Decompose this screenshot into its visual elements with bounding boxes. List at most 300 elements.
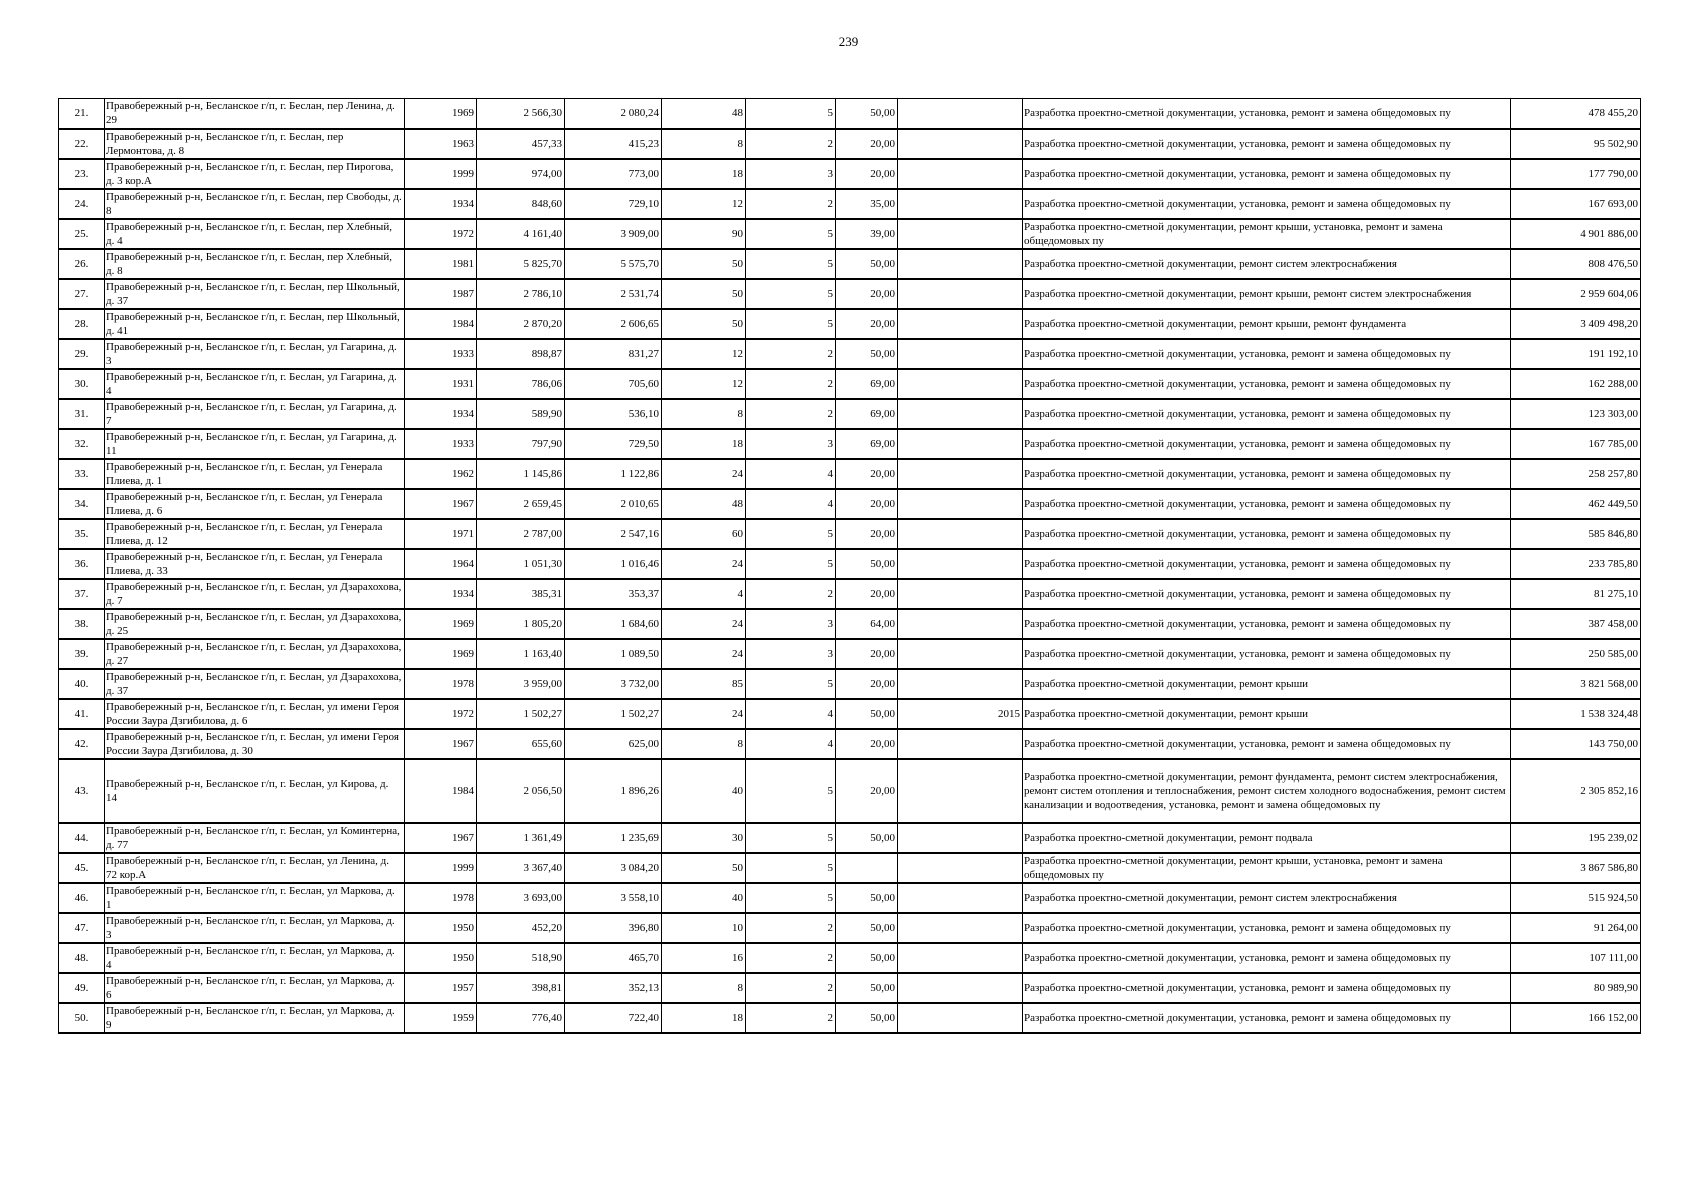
wear-percent-cell: 69,00 [836,429,898,459]
year-built-cell: 1978 [405,883,477,913]
total-area-cell: 3 693,00 [477,883,565,913]
address-cell: Правобережный р-н, Бесланское г/п, г. Беслан, пер Пирогова, д. 3 кор.А [105,159,405,189]
row-number: 37. [59,579,105,609]
table-row [59,219,1641,249]
year-built-cell: 1967 [405,729,477,759]
wear-percent-cell: 50,00 [836,883,898,913]
row-number: 28. [59,309,105,339]
floors-cell: 2 [746,943,836,973]
total-area-cell: 4 161,40 [477,219,565,249]
row-number: 44. [59,823,105,853]
row-number: 49. [59,973,105,1003]
address-cell: Правобережный р-н, Бесланское г/п, г. Беслан, пер Школьный, д. 41 [105,309,405,339]
residents-cell: 48 [662,489,746,519]
works-cell: Разработка проектно-сметной документации, ремонт фундамента, ремонт систем электроснабжения, ремонт систем отопления и теплоснабжения, ремонт систем холодного водоснабжения, ремонт систем канализации и водоотведения, установка, ремонт и замена общедомовых пу [1023,759,1511,823]
year-built-cell: 1969 [405,609,477,639]
living-area-cell: 465,70 [565,943,662,973]
repair-year-cell [898,189,1023,219]
floors-cell: 3 [746,429,836,459]
total-area-cell: 786,06 [477,369,565,399]
address-cell: Правобережный р-н, Бесланское г/п, г. Беслан, пер Хлебный, д. 8 [105,249,405,279]
floors-cell: 5 [746,99,836,129]
works-cell: Разработка проектно-сметной документации, установка, ремонт и замена общедомовых пу [1023,459,1511,489]
address-cell: Правобережный р-н, Бесланское г/п, г. Беслан, ул Дзарахохова, д. 25 [105,609,405,639]
floors-cell: 2 [746,189,836,219]
year-built-cell: 1999 [405,159,477,189]
address-cell: Правобережный р-н, Бесланское г/п, г. Беслан, ул Генерала Плиева, д. 33 [105,549,405,579]
living-area-cell: 396,80 [565,913,662,943]
residents-cell: 12 [662,189,746,219]
residents-cell: 24 [662,549,746,579]
table-row [59,823,1641,853]
year-built-cell: 1934 [405,579,477,609]
row-number: 25. [59,219,105,249]
residents-cell: 40 [662,883,746,913]
living-area-cell: 3 909,00 [565,219,662,249]
row-number: 43. [59,759,105,823]
address-cell: Правобережный р-н, Бесланское г/п, г. Беслан, пер Школьный, д. 37 [105,279,405,309]
works-cell: Разработка проектно-сметной документации, ремонт систем электроснабжения [1023,883,1511,913]
address-cell: Правобережный р-н, Бесланское г/п, г. Беслан, ул Маркова, д. 1 [105,883,405,913]
residents-cell: 85 [662,669,746,699]
works-cell: Разработка проектно-сметной документации, установка, ремонт и замена общедомовых пу [1023,913,1511,943]
works-cell: Разработка проектно-сметной документации, установка, ремонт и замена общедомовых пу [1023,549,1511,579]
year-built-cell: 1964 [405,549,477,579]
row-number: 38. [59,609,105,639]
cost-cell: 195 239,02 [1511,823,1641,853]
floors-cell: 5 [746,883,836,913]
residents-cell: 8 [662,973,746,1003]
total-area-cell: 589,90 [477,399,565,429]
year-built-cell: 1931 [405,369,477,399]
total-area-cell: 385,31 [477,579,565,609]
residents-cell: 90 [662,219,746,249]
floors-cell: 2 [746,579,836,609]
living-area-cell: 1 896,26 [565,759,662,823]
floors-cell: 5 [746,519,836,549]
cost-cell: 462 449,50 [1511,489,1641,519]
repair-year-cell [898,459,1023,489]
residents-cell: 60 [662,519,746,549]
wear-percent-cell: 50,00 [836,549,898,579]
residents-cell: 40 [662,759,746,823]
table-row [59,669,1641,699]
repair-year-cell [898,853,1023,883]
table-row [59,729,1641,759]
year-built-cell: 1987 [405,279,477,309]
works-cell: Разработка проектно-сметной документации, установка, ремонт и замена общедомовых пу [1023,639,1511,669]
repair-year-cell [898,219,1023,249]
living-area-cell: 729,50 [565,429,662,459]
floors-cell: 5 [746,249,836,279]
year-built-cell: 1967 [405,823,477,853]
cost-cell: 585 846,80 [1511,519,1641,549]
row-number: 24. [59,189,105,219]
repair-year-cell [898,639,1023,669]
address-cell: Правобережный р-н, Бесланское г/п, г. Беслан, ул Дзарахохова, д. 37 [105,669,405,699]
cost-cell: 515 924,50 [1511,883,1641,913]
floors-cell: 4 [746,699,836,729]
row-number: 36. [59,549,105,579]
total-area-cell: 1 145,86 [477,459,565,489]
wear-percent-cell: 20,00 [836,489,898,519]
living-area-cell: 353,37 [565,579,662,609]
cost-cell: 3 867 586,80 [1511,853,1641,883]
address-cell: Правобережный р-н, Бесланское г/п, г. Беслан, ул Маркова, д. 3 [105,913,405,943]
residents-cell: 18 [662,429,746,459]
cost-cell: 81 275,10 [1511,579,1641,609]
row-number: 30. [59,369,105,399]
wear-percent-cell: 50,00 [836,973,898,1003]
repair-year-cell [898,913,1023,943]
repair-year-cell [898,489,1023,519]
page-number: 239 [838,34,859,49]
year-built-cell: 1962 [405,459,477,489]
wear-percent-cell: 50,00 [836,699,898,729]
address-cell: Правобережный р-н, Бесланское г/п, г. Беслан, пер Свободы, д. 8 [105,189,405,219]
table-row [59,489,1641,519]
repair-year-cell [898,609,1023,639]
table-row [59,159,1641,189]
row-number: 45. [59,853,105,883]
works-cell: Разработка проектно-сметной документации, установка, ремонт и замена общедомовых пу [1023,159,1511,189]
cost-cell: 2 959 604,06 [1511,279,1641,309]
address-cell: Правобережный р-н, Бесланское г/п, г. Беслан, ул Гагарина, д. 11 [105,429,405,459]
residents-cell: 8 [662,729,746,759]
row-number: 21. [59,99,105,129]
row-number: 27. [59,279,105,309]
row-number: 41. [59,699,105,729]
row-number: 46. [59,883,105,913]
cost-cell: 3 409 498,20 [1511,309,1641,339]
table-row [59,639,1641,669]
floors-cell: 5 [746,279,836,309]
table-row [59,609,1641,639]
works-cell: Разработка проектно-сметной документации, установка, ремонт и замена общедомовых пу [1023,369,1511,399]
living-area-cell: 722,40 [565,1003,662,1033]
repair-year-cell [898,129,1023,159]
building-registry-table [58,98,1641,1034]
address-cell: Правобережный р-н, Бесланское г/п, г. Беслан, ул Генерала Плиева, д. 6 [105,489,405,519]
works-cell: Разработка проектно-сметной документации, установка, ремонт и замена общедомовых пу [1023,489,1511,519]
total-area-cell: 2 659,45 [477,489,565,519]
floors-cell: 5 [746,309,836,339]
year-built-cell: 1978 [405,669,477,699]
address-cell: Правобережный р-н, Бесланское г/п, г. Беслан, ул Дзарахохова, д. 7 [105,579,405,609]
residents-cell: 50 [662,853,746,883]
living-area-cell: 5 575,70 [565,249,662,279]
year-built-cell: 1963 [405,129,477,159]
row-number: 50. [59,1003,105,1033]
address-cell: Правобережный р-н, Бесланское г/п, г. Беслан, ул Генерала Плиева, д. 1 [105,459,405,489]
works-cell: Разработка проектно-сметной документации, установка, ремонт и замена общедомовых пу [1023,1003,1511,1033]
wear-percent-cell [836,853,898,883]
living-area-cell: 831,27 [565,339,662,369]
living-area-cell: 773,00 [565,159,662,189]
year-built-cell: 1967 [405,489,477,519]
cost-cell: 191 192,10 [1511,339,1641,369]
repair-year-cell [898,279,1023,309]
repair-year-cell [898,339,1023,369]
year-built-cell: 1999 [405,853,477,883]
works-cell: Разработка проектно-сметной документации, установка, ремонт и замена общедомовых пу [1023,973,1511,1003]
total-area-cell: 1 051,30 [477,549,565,579]
table-row [59,99,1641,129]
address-cell: Правобережный р-н, Бесланское г/п, г. Беслан, пер Лермонтова, д. 8 [105,129,405,159]
repair-year-cell: 2015 [898,699,1023,729]
total-area-cell: 655,60 [477,729,565,759]
address-cell: Правобережный р-н, Бесланское г/п, г. Беслан, ул Ленина, д. 72 кор.А [105,853,405,883]
total-area-cell: 974,00 [477,159,565,189]
wear-percent-cell: 20,00 [836,759,898,823]
wear-percent-cell: 69,00 [836,369,898,399]
table-row [59,579,1641,609]
wear-percent-cell: 35,00 [836,189,898,219]
residents-cell: 10 [662,913,746,943]
living-area-cell: 3 084,20 [565,853,662,883]
works-cell: Разработка проектно-сметной документации, ремонт крыши, ремонт фундамента [1023,309,1511,339]
total-area-cell: 5 825,70 [477,249,565,279]
total-area-cell: 3 367,40 [477,853,565,883]
wear-percent-cell: 50,00 [836,913,898,943]
wear-percent-cell: 50,00 [836,339,898,369]
table-row [59,883,1641,913]
cost-cell: 387 458,00 [1511,609,1641,639]
repair-year-cell [898,399,1023,429]
residents-cell: 16 [662,943,746,973]
address-cell: Правобережный р-н, Бесланское г/п, г. Беслан, ул Гагарина, д. 4 [105,369,405,399]
row-number: 47. [59,913,105,943]
works-cell: Разработка проектно-сметной документации, установка, ремонт и замена общедомовых пу [1023,579,1511,609]
year-built-cell: 1950 [405,943,477,973]
floors-cell: 3 [746,159,836,189]
residents-cell: 4 [662,579,746,609]
year-built-cell: 1972 [405,699,477,729]
floors-cell: 2 [746,129,836,159]
wear-percent-cell: 20,00 [836,159,898,189]
address-cell: Правобережный р-н, Бесланское г/п, г. Беслан, ул Гагарина, д. 7 [105,399,405,429]
living-area-cell: 2 547,16 [565,519,662,549]
cost-cell: 143 750,00 [1511,729,1641,759]
works-cell: Разработка проектно-сметной документации, установка, ремонт и замена общедомовых пу [1023,399,1511,429]
wear-percent-cell: 20,00 [836,459,898,489]
wear-percent-cell: 20,00 [836,309,898,339]
total-area-cell: 898,87 [477,339,565,369]
total-area-cell: 1 502,27 [477,699,565,729]
floors-cell: 2 [746,973,836,1003]
wear-percent-cell: 69,00 [836,399,898,429]
table-row [59,429,1641,459]
floors-cell: 5 [746,669,836,699]
works-cell: Разработка проектно-сметной документации, ремонт крыши, ремонт систем электроснабжения [1023,279,1511,309]
table-row [59,699,1641,729]
cost-cell: 166 152,00 [1511,1003,1641,1033]
floors-cell: 5 [746,759,836,823]
floors-cell: 4 [746,729,836,759]
table-row [59,249,1641,279]
year-built-cell: 1933 [405,429,477,459]
living-area-cell: 3 732,00 [565,669,662,699]
row-number: 48. [59,943,105,973]
works-cell: Разработка проектно-сметной документации, установка, ремонт и замена общедомовых пу [1023,729,1511,759]
address-cell: Правобережный р-н, Бесланское г/п, г. Беслан, пер Ленина, д. 29 [105,99,405,129]
works-cell: Разработка проектно-сметной документации, установка, ремонт и замена общедомовых пу [1023,943,1511,973]
table-row [59,943,1641,973]
year-built-cell: 1969 [405,639,477,669]
cost-cell: 167 693,00 [1511,189,1641,219]
wear-percent-cell: 20,00 [836,519,898,549]
total-area-cell: 2 787,00 [477,519,565,549]
row-number: 29. [59,339,105,369]
repair-year-cell [898,309,1023,339]
works-cell: Разработка проектно-сметной документации, установка, ремонт и замена общедомовых пу [1023,339,1511,369]
row-number: 31. [59,399,105,429]
living-area-cell: 1 235,69 [565,823,662,853]
cost-cell: 4 901 886,00 [1511,219,1641,249]
cost-cell: 162 288,00 [1511,369,1641,399]
year-built-cell: 1969 [405,99,477,129]
living-area-cell: 705,60 [565,369,662,399]
works-cell: Разработка проектно-сметной документации, установка, ремонт и замена общедомовых пу [1023,99,1511,129]
living-area-cell: 625,00 [565,729,662,759]
repair-year-cell [898,1003,1023,1033]
table-row [59,309,1641,339]
cost-cell: 107 111,00 [1511,943,1641,973]
living-area-cell: 1 122,86 [565,459,662,489]
cost-cell: 91 264,00 [1511,913,1641,943]
total-area-cell: 2 056,50 [477,759,565,823]
row-number: 22. [59,129,105,159]
living-area-cell: 2 080,24 [565,99,662,129]
works-cell: Разработка проектно-сметной документации, установка, ремонт и замена общедомовых пу [1023,189,1511,219]
total-area-cell: 1 163,40 [477,639,565,669]
total-area-cell: 776,40 [477,1003,565,1033]
year-built-cell: 1984 [405,309,477,339]
floors-cell: 4 [746,459,836,489]
works-cell: Разработка проектно-сметной документации, ремонт крыши [1023,699,1511,729]
address-cell: Правобережный р-н, Бесланское г/п, г. Беслан, ул Дзарахохова, д. 27 [105,639,405,669]
total-area-cell: 1 361,49 [477,823,565,853]
cost-cell: 233 785,80 [1511,549,1641,579]
residents-cell: 24 [662,639,746,669]
address-cell: Правобережный р-н, Бесланское г/п, г. Беслан, ул Генерала Плиева, д. 12 [105,519,405,549]
wear-percent-cell: 50,00 [836,943,898,973]
repair-year-cell [898,823,1023,853]
row-number: 34. [59,489,105,519]
residents-cell: 18 [662,159,746,189]
floors-cell: 2 [746,339,836,369]
residents-cell: 8 [662,399,746,429]
table-row [59,459,1641,489]
works-cell: Разработка проектно-сметной документации, установка, ремонт и замена общедомовых пу [1023,609,1511,639]
total-area-cell: 2 870,20 [477,309,565,339]
year-built-cell: 1984 [405,759,477,823]
residents-cell: 50 [662,309,746,339]
residents-cell: 24 [662,609,746,639]
wear-percent-cell: 64,00 [836,609,898,639]
table-row [59,369,1641,399]
works-cell: Разработка проектно-сметной документации, ремонт крыши, установка, ремонт и замена общедомовых пу [1023,219,1511,249]
works-cell: Разработка проектно-сметной документации, ремонт крыши [1023,669,1511,699]
table-row [59,129,1641,159]
works-cell: Разработка проектно-сметной документации, установка, ремонт и замена общедомовых пу [1023,129,1511,159]
address-cell: Правобережный р-н, Бесланское г/п, г. Беслан, ул имени Героя России Заура Дзгибилова, д. 6 [105,699,405,729]
cost-cell: 2 305 852,16 [1511,759,1641,823]
residents-cell: 8 [662,129,746,159]
repair-year-cell [898,973,1023,1003]
floors-cell: 2 [746,1003,836,1033]
repair-year-cell [898,549,1023,579]
row-number: 26. [59,249,105,279]
repair-year-cell [898,943,1023,973]
repair-year-cell [898,429,1023,459]
address-cell: Правобережный р-н, Бесланское г/п, г. Беслан, ул Гагарина, д. 3 [105,339,405,369]
cost-cell: 177 790,00 [1511,159,1641,189]
table-row [59,759,1641,823]
living-area-cell: 2 606,65 [565,309,662,339]
works-cell: Разработка проектно-сметной документации, ремонт крыши, установка, ремонт и замена общедомовых пу [1023,853,1511,883]
table-body [59,99,1641,1033]
floors-cell: 2 [746,399,836,429]
table-row [59,189,1641,219]
total-area-cell: 1 805,20 [477,609,565,639]
floors-cell: 5 [746,823,836,853]
cost-cell: 258 257,80 [1511,459,1641,489]
address-cell: Правобережный р-н, Бесланское г/п, г. Беслан, ул Маркова, д. 6 [105,973,405,1003]
floors-cell: 2 [746,913,836,943]
table-row [59,973,1641,1003]
residents-cell: 18 [662,1003,746,1033]
wear-percent-cell: 20,00 [836,669,898,699]
living-area-cell: 729,10 [565,189,662,219]
total-area-cell: 848,60 [477,189,565,219]
floors-cell: 3 [746,609,836,639]
row-number: 23. [59,159,105,189]
total-area-cell: 797,90 [477,429,565,459]
living-area-cell: 1 016,46 [565,549,662,579]
total-area-cell: 2 786,10 [477,279,565,309]
floors-cell: 5 [746,853,836,883]
living-area-cell: 415,23 [565,129,662,159]
address-cell: Правобережный р-н, Бесланское г/п, г. Беслан, ул Маркова, д. 4 [105,943,405,973]
repair-year-cell [898,669,1023,699]
floors-cell: 4 [746,489,836,519]
repair-year-cell [898,579,1023,609]
living-area-cell: 352,13 [565,973,662,1003]
residents-cell: 12 [662,369,746,399]
year-built-cell: 1934 [405,189,477,219]
works-cell: Разработка проектно-сметной документации, установка, ремонт и замена общедомовых пу [1023,429,1511,459]
wear-percent-cell: 20,00 [836,279,898,309]
table-row [59,549,1641,579]
table-row [59,853,1641,883]
table-row [59,279,1641,309]
wear-percent-cell: 20,00 [836,729,898,759]
residents-cell: 24 [662,459,746,489]
wear-percent-cell: 50,00 [836,1003,898,1033]
wear-percent-cell: 39,00 [836,219,898,249]
address-cell: Правобережный р-н, Бесланское г/п, г. Беслан, ул Маркова, д. 9 [105,1003,405,1033]
table-row [59,913,1641,943]
year-built-cell: 1933 [405,339,477,369]
wear-percent-cell: 20,00 [836,639,898,669]
table-row [59,519,1641,549]
address-cell: Правобережный р-н, Бесланское г/п, г. Беслан, ул имени Героя России Заура Дзгибилова, д. 30 [105,729,405,759]
cost-cell: 167 785,00 [1511,429,1641,459]
year-built-cell: 1959 [405,1003,477,1033]
wear-percent-cell: 50,00 [836,99,898,129]
repair-year-cell [898,759,1023,823]
